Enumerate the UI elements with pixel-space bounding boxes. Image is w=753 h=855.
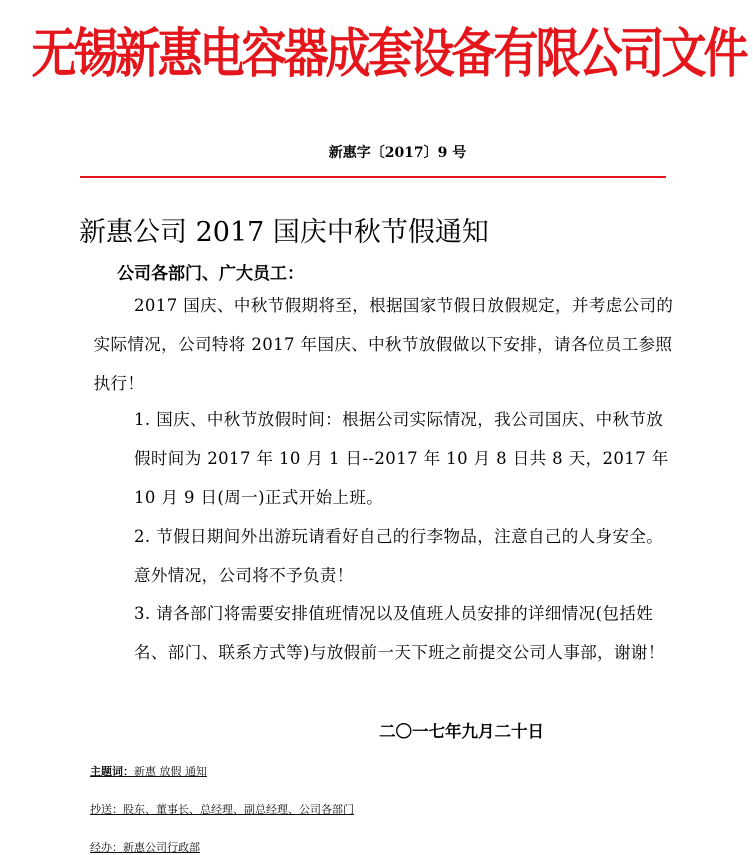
handler-value: 新惠公司行政部 [123,841,200,854]
handler-label: 经办： [90,841,123,854]
header-divider [80,176,666,178]
cc-label: 抄送： [90,803,123,816]
document-number: 新惠字〔2017〕9 号 [328,145,467,161]
notice-intro-paragraph [93,286,674,403]
cc-line [90,801,354,817]
item-1-text: 1. 国庆、中秋节放假时间：根据公司实际情况，我公司国庆、中秋节放假时间为 2017 年 10 月 1 日--2017 年 10 月 8 日共 8 天，2017 年 10 月 9 日(周一)正式开始上班。 [134,410,669,507]
notice-title: 新惠公司 2017 国庆中秋节假通知 [79,217,489,248]
notice-greeting: 公司各部门、广大员工： [117,264,304,284]
subject-value: 新惠 放假 通知 [134,765,207,778]
subject-label: 主题词： [90,765,134,778]
cc-value: 股东、董事长、总经理、副总经理、公司各部门 [123,803,354,816]
handler-line [90,839,200,855]
notice-item-1 [134,400,674,517]
notice-date: 二〇一七年九月二十日 [379,722,544,741]
document-header-title: 无锡新惠电容器成套设备有限公司文件 [31,21,746,85]
subject-keywords [90,763,207,779]
item-2-text: 2. 节假日期间外出游玩请看好自己的行李物品，注意自己的人身安全。意外情况，公司将不予负责！ [134,527,664,585]
intro-text: 2017 国庆、中秋节假期将至，根据国家节假日放假规定，并考虑公司的实际情况，公司特将 2017 年国庆、中秋节放假做以下安排，请各位员工参照执行！ [93,296,674,393]
notice-item-2 [134,517,674,595]
item-3-text: 3. 请各部门将需要安排值班情况以及值班人员安排的详细情况(包括姓名、部门、联系方式等)与放假前一天下班之前提交公司人事部，谢谢！ [134,604,665,662]
notice-item-3 [134,594,674,672]
